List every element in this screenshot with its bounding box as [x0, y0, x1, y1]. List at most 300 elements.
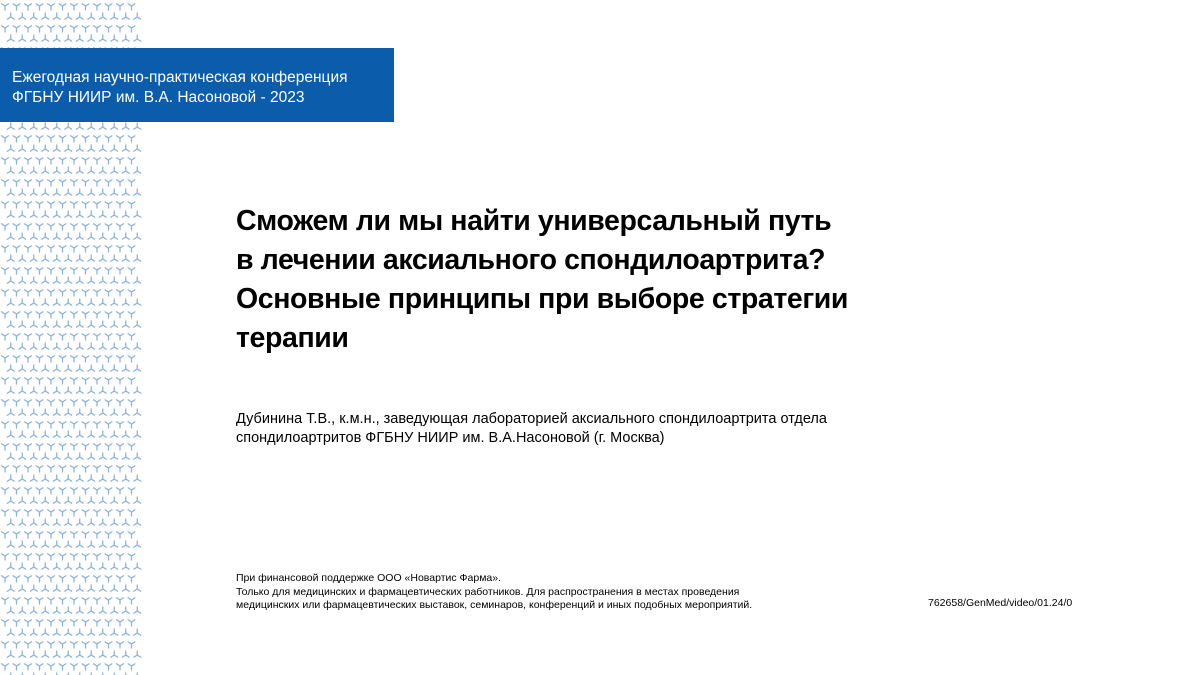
tripod-icon: [42, 277, 49, 283]
tripod-icon: [42, 343, 49, 349]
tripod-icon: [65, 629, 72, 635]
tripod-icon: [30, 277, 37, 283]
tripod-icon: [117, 488, 124, 494]
tripod-icon: [53, 651, 60, 657]
tripod-icon: [128, 158, 135, 164]
tripod-icon: [94, 180, 101, 186]
tripod-icon: [59, 334, 66, 340]
tripod-icon: [88, 343, 95, 349]
tripod-icon: [88, 563, 95, 569]
tripod-icon: [122, 453, 129, 459]
tripod-icon: [94, 444, 101, 450]
tripod-icon: [48, 158, 55, 164]
tripod-icon: [48, 554, 55, 560]
tripod-icon: [71, 136, 78, 142]
tripod-icon: [65, 563, 72, 569]
conference-organizer: ФГБНУ НИИР им. В.А. Насоновой - 2023: [12, 89, 305, 106]
tripod-icon: [59, 400, 66, 406]
tripod-icon: [122, 145, 129, 151]
tripod-icon: [42, 387, 49, 393]
tripod-icon: [134, 189, 141, 195]
tripod-icon: [19, 541, 26, 547]
tripod-icon: [88, 629, 95, 635]
tripod-icon: [48, 576, 55, 582]
tripod-icon: [117, 4, 124, 10]
tripod-icon: [122, 541, 129, 547]
tripod-icon: [76, 453, 83, 459]
tripod-icon: [25, 180, 32, 186]
tripod-icon: [2, 642, 9, 648]
tripod-icon: [134, 365, 141, 371]
tripod-icon: [19, 365, 26, 371]
tripod-icon: [19, 497, 26, 503]
tripod-icon: [94, 532, 101, 538]
tripod-icon: [111, 519, 118, 525]
tripod-icon: [122, 233, 129, 239]
tripod-icon: [42, 497, 49, 503]
tripod-icon: [53, 431, 60, 437]
tripod-icon: [117, 158, 124, 164]
tripod-icon: [134, 475, 141, 481]
tripod-icon: [2, 620, 9, 626]
tripod-icon: [42, 13, 49, 19]
tripod-icon: [88, 299, 95, 305]
tripod-icon: [30, 145, 37, 151]
tripod-icon: [2, 510, 9, 516]
tripod-icon: [53, 13, 60, 19]
tripod-icon: [117, 290, 124, 296]
tripod-icon: [76, 497, 83, 503]
tripod-icon: [48, 202, 55, 208]
tripod-icon: [36, 532, 43, 538]
tripod-icon: [25, 576, 32, 582]
tripod-icon: [117, 554, 124, 560]
tripod-icon: [94, 334, 101, 340]
tripod-icon: [122, 321, 129, 327]
tripod-icon: [13, 180, 20, 186]
tripod-icon: [48, 620, 55, 626]
tripod-icon: [59, 356, 66, 362]
tripod-icon: [42, 233, 49, 239]
tripod-icon: [25, 334, 32, 340]
tripod-icon: [88, 541, 95, 547]
tripod-icon: [19, 13, 26, 19]
tripod-icon: [76, 255, 83, 261]
tripod-icon: [94, 378, 101, 384]
tripod-icon: [88, 35, 95, 41]
tripod-icon: [94, 488, 101, 494]
tripod-icon: [13, 664, 20, 670]
tripod-icon: [82, 444, 89, 450]
tripod-icon: [71, 268, 78, 274]
tripod-icon: [19, 233, 26, 239]
tripod-icon: [71, 378, 78, 384]
tripod-icon: [2, 554, 9, 560]
tripod-icon: [2, 180, 9, 186]
tripod-icon: [2, 598, 9, 604]
tripod-icon: [36, 576, 43, 582]
tripod-icon: [36, 312, 43, 318]
tripod-icon: [13, 400, 20, 406]
tripod-icon: [105, 422, 112, 428]
tripod-icon: [117, 620, 124, 626]
tripod-icon: [59, 202, 66, 208]
tripod-icon: [134, 299, 141, 305]
tripod-icon: [82, 312, 89, 318]
tripod-icon: [36, 158, 43, 164]
tripod-icon: [71, 642, 78, 648]
tripod-icon: [42, 431, 49, 437]
tripod-icon: [19, 519, 26, 525]
tripod-icon: [94, 466, 101, 472]
tripod-icon: [65, 431, 72, 437]
tripod-icon: [7, 629, 14, 635]
tripod-icon: [99, 607, 106, 613]
tripod-icon: [117, 334, 124, 340]
tripod-icon: [36, 26, 43, 32]
tripod-icon: [76, 409, 83, 415]
tripod-icon: [59, 246, 66, 252]
disclaimer-line: Только для медицинских и фармацевтических работников. Для распространения в местах проведения: [236, 585, 740, 598]
tripod-icon: [71, 510, 78, 516]
tripod-icon: [76, 607, 83, 613]
tripod-icon: [53, 607, 60, 613]
tripod-icon: [117, 26, 124, 32]
title-line: в лечении аксиального спондилоартрита?: [236, 244, 826, 276]
tripod-icon: [7, 13, 14, 19]
tripod-icon: [30, 497, 37, 503]
tripod-icon: [25, 224, 32, 230]
tripod-icon: [53, 629, 60, 635]
tripod-icon: [71, 312, 78, 318]
tripod-icon: [36, 224, 43, 230]
tripod-icon: [122, 365, 129, 371]
tripod-icon: [82, 202, 89, 208]
tripod-icon: [19, 321, 26, 327]
tripod-icon: [105, 312, 112, 318]
tripod-icon: [36, 136, 43, 142]
tripod-icon: [19, 145, 26, 151]
tripod-icon: [82, 4, 89, 10]
tripod-icon: [134, 211, 141, 217]
tripod-icon: [59, 466, 66, 472]
tripod-icon: [71, 488, 78, 494]
tripod-icon: [88, 497, 95, 503]
tripod-icon: [53, 365, 60, 371]
tripod-icon: [82, 488, 89, 494]
tripod-icon: [128, 444, 135, 450]
tripod-icon: [117, 378, 124, 384]
tripod-icon: [122, 123, 129, 129]
tripod-icon: [99, 145, 106, 151]
tripod-icon: [59, 532, 66, 538]
tripod-icon: [71, 466, 78, 472]
presentation-title: [236, 202, 956, 358]
tripod-icon: [111, 563, 118, 569]
tripod-icon: [19, 409, 26, 415]
tripod-icon: [105, 246, 112, 252]
title-line: терапии: [236, 322, 349, 354]
tripod-icon: [105, 378, 112, 384]
tripod-icon: [7, 299, 14, 305]
tripod-icon: [65, 145, 72, 151]
tripod-icon: [105, 466, 112, 472]
tripod-icon: [2, 488, 9, 494]
tripod-icon: [2, 400, 9, 406]
tripod-icon: [94, 664, 101, 670]
tripod-icon: [30, 365, 37, 371]
tripod-icon: [134, 123, 141, 129]
tripod-icon: [13, 378, 20, 384]
tripod-icon: [122, 475, 129, 481]
tripod-icon: [111, 145, 118, 151]
tripod-icon: [88, 321, 95, 327]
tripod-icon: [42, 145, 49, 151]
tripod-icon: [48, 312, 55, 318]
tripod-icon: [94, 246, 101, 252]
tripod-icon: [94, 268, 101, 274]
tripod-icon: [13, 488, 20, 494]
tripod-icon: [13, 268, 20, 274]
tripod-icon: [94, 598, 101, 604]
tripod-icon: [65, 409, 72, 415]
tripod-icon: [88, 123, 95, 129]
tripod-icon: [53, 255, 60, 261]
tripod-icon: [2, 158, 9, 164]
tripod-icon: [76, 585, 83, 591]
tripod-icon: [134, 255, 141, 261]
tripod-icon: [134, 343, 141, 349]
tripod-icon: [30, 629, 37, 635]
tripod-icon: [13, 598, 20, 604]
tripod-icon: [71, 4, 78, 10]
tripod-icon: [71, 620, 78, 626]
tripod-icon: [71, 554, 78, 560]
tripod-icon: [2, 334, 9, 340]
tripod-icon: [65, 475, 72, 481]
tripod-icon: [13, 290, 20, 296]
tripod-icon: [99, 453, 106, 459]
tripod-icon: [59, 312, 66, 318]
sponsor-disclaimer: [236, 572, 896, 613]
tripod-icon: [7, 277, 14, 283]
tripod-icon: [71, 246, 78, 252]
tripod-icon: [76, 629, 83, 635]
tripod-icon: [71, 180, 78, 186]
tripod-icon: [82, 246, 89, 252]
tripod-icon: [88, 211, 95, 217]
tripod-icon: [128, 4, 135, 10]
tripod-icon: [111, 321, 118, 327]
tripod-icon: [76, 123, 83, 129]
tripod-icon: [99, 409, 106, 415]
tripod-icon: [128, 510, 135, 516]
tripod-icon: [99, 189, 106, 195]
tripod-icon: [105, 356, 112, 362]
tripod-icon: [19, 211, 26, 217]
tripod-icon: [94, 4, 101, 10]
tripod-icon: [53, 145, 60, 151]
tripod-icon: [30, 123, 37, 129]
tripod-icon: [42, 211, 49, 217]
tripod-icon: [65, 211, 72, 217]
tripod-icon: [134, 145, 141, 151]
tripod-icon: [36, 246, 43, 252]
tripod-icon: [65, 299, 72, 305]
tripod-icon: [99, 629, 106, 635]
tripod-icon: [59, 26, 66, 32]
tripod-icon: [65, 123, 72, 129]
tripod-icon: [25, 510, 32, 516]
disclaimer-line: медицинских или фармацевтических выставок, семинаров, конференций и иных подобных мероприятий.: [236, 599, 753, 611]
tripod-icon: [7, 123, 14, 129]
tripod-icon: [7, 145, 14, 151]
conference-name: Ежегодная научно-практическая конференция: [12, 69, 348, 86]
tripod-icon: [99, 299, 106, 305]
tripod-icon: [105, 444, 112, 450]
tripod-icon: [122, 563, 129, 569]
tripod-icon: [82, 224, 89, 230]
tripod-icon: [122, 387, 129, 393]
tripod-icon: [53, 541, 60, 547]
tripod-icon: [117, 598, 124, 604]
tripod-icon: [13, 246, 20, 252]
tripod-icon: [82, 554, 89, 560]
tripod-icon: [25, 26, 32, 32]
tripod-icon: [111, 541, 118, 547]
tripod-icon: [105, 510, 112, 516]
tripod-icon: [88, 607, 95, 613]
tripod-icon: [59, 554, 66, 560]
tripod-icon: [111, 585, 118, 591]
tripod-icon: [111, 497, 118, 503]
tripod-icon: [128, 202, 135, 208]
tripod-icon: [2, 246, 9, 252]
tripod-icon: [117, 422, 124, 428]
tripod-icon: [128, 576, 135, 582]
tripod-icon: [13, 136, 20, 142]
tripod-icon: [42, 475, 49, 481]
tripod-icon: [36, 510, 43, 516]
tripod-icon: [82, 290, 89, 296]
tripod-icon: [7, 431, 14, 437]
tripod-icon: [76, 211, 83, 217]
tripod-icon: [88, 13, 95, 19]
tripod-icon: [122, 585, 129, 591]
tripod-icon: [25, 378, 32, 384]
tripod-icon: [122, 255, 129, 261]
tripod-icon: [82, 334, 89, 340]
document-code: 762658/GenMed/video/01.24/0: [928, 597, 1073, 609]
tripod-icon: [48, 488, 55, 494]
tripod-icon: [134, 629, 141, 635]
tripod-icon: [128, 642, 135, 648]
tripod-icon: [7, 211, 14, 217]
tripod-icon: [82, 576, 89, 582]
tripod-icon: [76, 519, 83, 525]
tripod-icon: [25, 422, 32, 428]
tripod-icon: [30, 167, 37, 173]
tripod-icon: [30, 651, 37, 657]
tripod-icon: [99, 35, 106, 41]
tripod-icon: [88, 145, 95, 151]
tripod-icon: [122, 35, 129, 41]
tripod-icon: [105, 202, 112, 208]
tripod-icon: [36, 642, 43, 648]
tripod-icon: [13, 444, 20, 450]
tripod-icon: [53, 233, 60, 239]
tripod-icon: [105, 136, 112, 142]
tripod-icon: [65, 167, 72, 173]
tripod-icon: [7, 321, 14, 327]
tripod-icon: [82, 510, 89, 516]
tripod-icon: [128, 422, 135, 428]
tripod-icon: [82, 664, 89, 670]
tripod-icon: [59, 598, 66, 604]
tripod-icon: [76, 343, 83, 349]
tripod-icon: [122, 651, 129, 657]
tripod-icon: [36, 4, 43, 10]
tripod-icon: [30, 387, 37, 393]
tripod-icon: [117, 136, 124, 142]
tripod-icon: [99, 13, 106, 19]
tripod-icon: [59, 268, 66, 274]
tripod-icon: [82, 400, 89, 406]
tripod-icon: [134, 607, 141, 613]
tripod-icon: [19, 651, 26, 657]
tripod-icon: [42, 409, 49, 415]
tripod-icon: [105, 26, 112, 32]
tripod-icon: [59, 378, 66, 384]
tripod-icon: [2, 26, 9, 32]
tripod-icon: [2, 422, 9, 428]
tripod-icon: [13, 466, 20, 472]
tripod-icon: [53, 189, 60, 195]
tripod-icon: [13, 532, 20, 538]
tripod-icon: [76, 321, 83, 327]
tripod-icon: [99, 387, 106, 393]
tripod-icon: [76, 541, 83, 547]
tripod-icon: [82, 598, 89, 604]
tripod-icon: [30, 343, 37, 349]
tripod-icon: [30, 409, 37, 415]
tripod-icon: [53, 497, 60, 503]
tripod-icon: [134, 651, 141, 657]
tripod-icon: [7, 607, 14, 613]
tripod-icon: [65, 365, 72, 371]
tripod-icon: [117, 664, 124, 670]
tripod-icon: [122, 299, 129, 305]
tripod-icon: [7, 167, 14, 173]
tripod-icon: [128, 356, 135, 362]
tripod-icon: [128, 378, 135, 384]
tripod-icon: [111, 189, 118, 195]
tripod-icon: [48, 400, 55, 406]
tripod-icon: [42, 35, 49, 41]
tripod-icon: [59, 444, 66, 450]
tripod-icon: [19, 607, 26, 613]
tripod-icon: [105, 224, 112, 230]
tripod-icon: [71, 422, 78, 428]
tripod-icon: [105, 620, 112, 626]
tripod-icon: [25, 400, 32, 406]
tripod-icon: [94, 224, 101, 230]
tripod-icon: [99, 541, 106, 547]
tripod-icon: [99, 277, 106, 283]
tripod-icon: [134, 321, 141, 327]
tripod-icon: [128, 620, 135, 626]
tripod-icon: [134, 585, 141, 591]
